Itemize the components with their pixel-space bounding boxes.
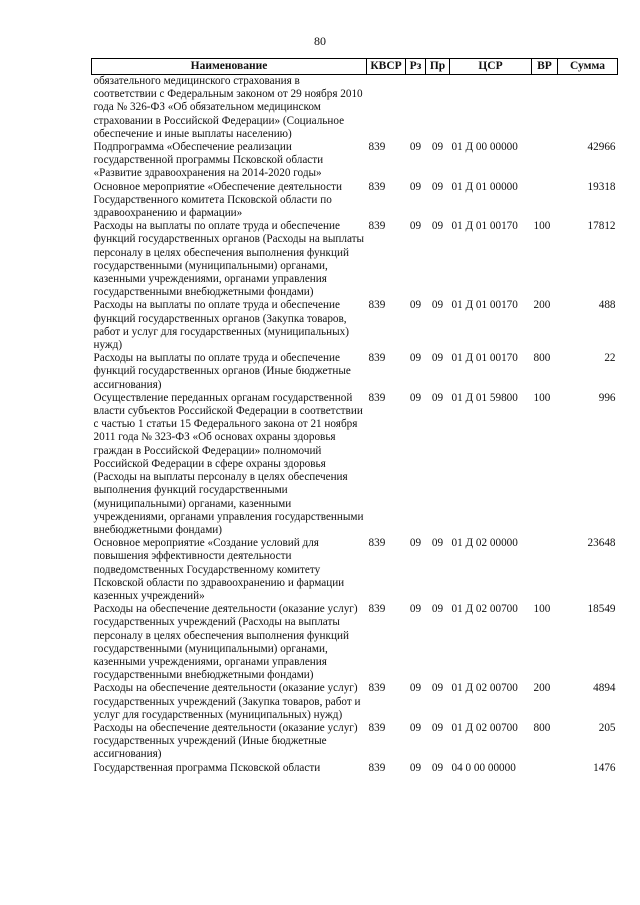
cell-csr: 01 Д 01 00170 <box>451 352 518 365</box>
cell-rz: 09 <box>409 761 422 774</box>
header-rz: Рз <box>406 59 426 75</box>
cell-name: Государственная программа Псковской области <box>93 761 321 774</box>
cell-name: Расходы на выплаты по оплате труда и обеспечение функций государственных органов (Расходы на выплаты персоналу в целях обеспечения выполнения функций государственными (муниципальными) органами, казенными учреждениями, органами управления государственными внебюджетными фондами) <box>93 220 365 299</box>
cell-kvsr: 839 <box>368 391 386 404</box>
header-csr: ЦСР <box>450 59 532 75</box>
cell-kvsr: 839 <box>368 537 386 550</box>
cell-vr <box>532 762 558 775</box>
cell-pr: 09 <box>431 220 444 233</box>
cell-csr: 01 Д 02 00700 <box>451 721 518 734</box>
budget-table <box>91 58 618 775</box>
cell-sum: 18549 <box>587 603 616 616</box>
page-number: 80 <box>314 34 326 48</box>
cell-rz: 09 <box>409 682 422 695</box>
cell-sum <box>558 75 618 142</box>
cell-rz: 09 <box>409 537 422 550</box>
cell-rz <box>406 75 426 142</box>
table-row <box>92 537 618 603</box>
cell-name: Подпрограмма «Обеспечение реализации государственной программы Псковской области «Развитие здравоохранения на 2014-2020 годы» <box>93 141 324 180</box>
cell-csr: 01 Д 01 00170 <box>451 299 518 312</box>
cell-vr <box>532 75 558 142</box>
header-row <box>92 59 618 75</box>
cell-name: Основное мероприятие «Создание условий для повышения эффективности деятельности подведомственных Государственному комитету Псковской области по здравоохранению и фармации казенных учреждений» <box>93 537 345 602</box>
cell-csr: 01 Д 01 00170 <box>451 220 518 233</box>
cell-vr <box>532 537 558 603</box>
table-row <box>92 75 618 142</box>
header-kvsr: КВСР <box>367 59 406 75</box>
cell-name: Расходы на обеспечение деятельности (оказание услуг) государственных учреждений (Иные бюджетные ассигнования) <box>93 721 358 761</box>
cell-pr: 09 <box>431 180 444 193</box>
table-row <box>92 299 618 352</box>
cell-rz: 09 <box>409 721 422 734</box>
cell-name: Расходы на выплаты по оплате труда и обеспечение функций государственных органов (Закупка товаров, работ и услуг для государственных (муниципальных) нужд) <box>93 299 349 352</box>
cell-vr: 100 <box>533 391 551 404</box>
cell-pr: 09 <box>431 391 444 404</box>
cell-pr: 09 <box>431 761 444 774</box>
cell-pr: 09 <box>431 537 444 550</box>
cell-kvsr: 839 <box>368 180 386 193</box>
table-header <box>92 59 618 75</box>
cell-name: Расходы на выплаты по оплате труда и обеспечение функций государственных органов (Иные бюджетные ассигнования) <box>93 352 351 391</box>
cell-csr <box>450 75 532 142</box>
table-row <box>92 762 618 775</box>
cell-sum: 23648 <box>587 537 616 550</box>
cell-vr <box>532 181 558 221</box>
cell-kvsr: 839 <box>368 682 386 695</box>
cell-vr: 100 <box>533 220 551 233</box>
cell-name: Осуществление переданных органам государственной власти субъектов Российской Федерации в соответствии с частью 1 статьи 15 Федерального закона от 21 ноября 2011 года № 323-ФЗ «Об основах охраны здоровья граждан в Российской Федерации» полномочий Российской Федерации в сфере охраны здоровья (Расходы на выплаты персоналу в целях обеспечения выполнения функций государственными (муниципальными) органами, казенными учреждениями, органами управления государственными внебюджетными фондами) <box>93 391 364 536</box>
cell-rz: 09 <box>409 141 422 154</box>
cell-rz: 09 <box>409 391 422 404</box>
cell-rz: 09 <box>409 299 422 312</box>
cell-pr: 09 <box>431 299 444 312</box>
cell-sum: 19318 <box>587 180 616 193</box>
table-row <box>92 392 618 537</box>
cell-csr: 01 Д 01 59800 <box>451 391 518 404</box>
cell-rz: 09 <box>409 180 422 193</box>
cell-name: Расходы на обеспечение деятельности (оказание услуг) государственных учреждений (Расходы на выплаты персоналу в целях обеспечения выполнения функций государственными (муниципальными) органами, казенными учреждениями, органами управления государственными внебюджетными фондами) <box>93 603 358 682</box>
cell-kvsr: 839 <box>368 220 386 233</box>
table-row <box>92 722 618 762</box>
header-pr: Пр <box>426 59 450 75</box>
cell-kvsr: 839 <box>368 721 386 734</box>
cell-name: Расходы на обеспечение деятельности (оказание услуг) государственных учреждений (Закупка товаров, работ и услуг для государственных (муниципальных) нужд) <box>93 682 361 721</box>
cell-kvsr: 839 <box>368 761 386 774</box>
table-body <box>92 75 618 775</box>
cell-vr <box>532 141 558 181</box>
table-row <box>92 220 618 299</box>
header-name: Наименование <box>92 59 367 75</box>
cell-pr: 09 <box>431 603 444 616</box>
cell-kvsr: 839 <box>368 141 386 154</box>
cell-name: обязательного медицинского страхования в соответствии с Федеральным законом от 29 ноября 2010 года № 326-ФЗ «Об обязательном медицинском страховании в Российской Федерации» (Социальное обеспечение и иные выплаты населению) <box>93 75 363 140</box>
cell-pr: 09 <box>431 682 444 695</box>
cell-csr: 01 Д 02 00700 <box>451 603 518 616</box>
cell-name: Основное мероприятие «Обеспечение деятельности Государственного комитета Псковской области по здравоохранению и фармации» <box>93 180 342 220</box>
cell-rz: 09 <box>409 220 422 233</box>
cell-sum: 17812 <box>587 220 616 233</box>
cell-sum: 205 <box>598 721 616 734</box>
cell-vr: 200 <box>533 682 551 695</box>
header-vr: ВР <box>532 59 558 75</box>
cell-csr: 01 Д 02 00700 <box>451 682 518 695</box>
cell-sum: 996 <box>598 391 616 404</box>
cell-pr: 09 <box>431 352 444 365</box>
cell-rz: 09 <box>409 352 422 365</box>
cell-kvsr: 839 <box>368 299 386 312</box>
cell-pr <box>426 75 450 142</box>
cell-csr: 01 Д 02 00000 <box>451 537 518 550</box>
table-row <box>92 603 618 682</box>
cell-sum: 22 <box>604 352 616 365</box>
cell-csr: 01 Д 00 00000 <box>451 141 518 154</box>
cell-pr: 09 <box>431 141 444 154</box>
table-row <box>92 181 618 221</box>
cell-sum: 488 <box>598 299 616 312</box>
table-row <box>92 352 618 392</box>
cell-vr: 800 <box>533 352 551 365</box>
cell-sum: 42966 <box>587 141 616 154</box>
cell-vr: 200 <box>533 299 551 312</box>
table-row <box>92 682 618 722</box>
cell-kvsr <box>367 75 406 142</box>
cell-vr: 100 <box>533 603 551 616</box>
cell-kvsr: 839 <box>368 352 386 365</box>
cell-pr: 09 <box>431 721 444 734</box>
cell-kvsr: 839 <box>368 603 386 616</box>
cell-rz: 09 <box>409 603 422 616</box>
cell-sum: 1476 <box>593 761 616 774</box>
cell-sum: 4894 <box>593 682 616 695</box>
table-row <box>92 141 618 181</box>
cell-csr: 04 0 00 00000 <box>451 761 516 774</box>
cell-csr: 01 Д 01 00000 <box>451 180 518 193</box>
cell-vr: 800 <box>533 721 551 734</box>
header-sum: Сумма <box>558 59 618 75</box>
